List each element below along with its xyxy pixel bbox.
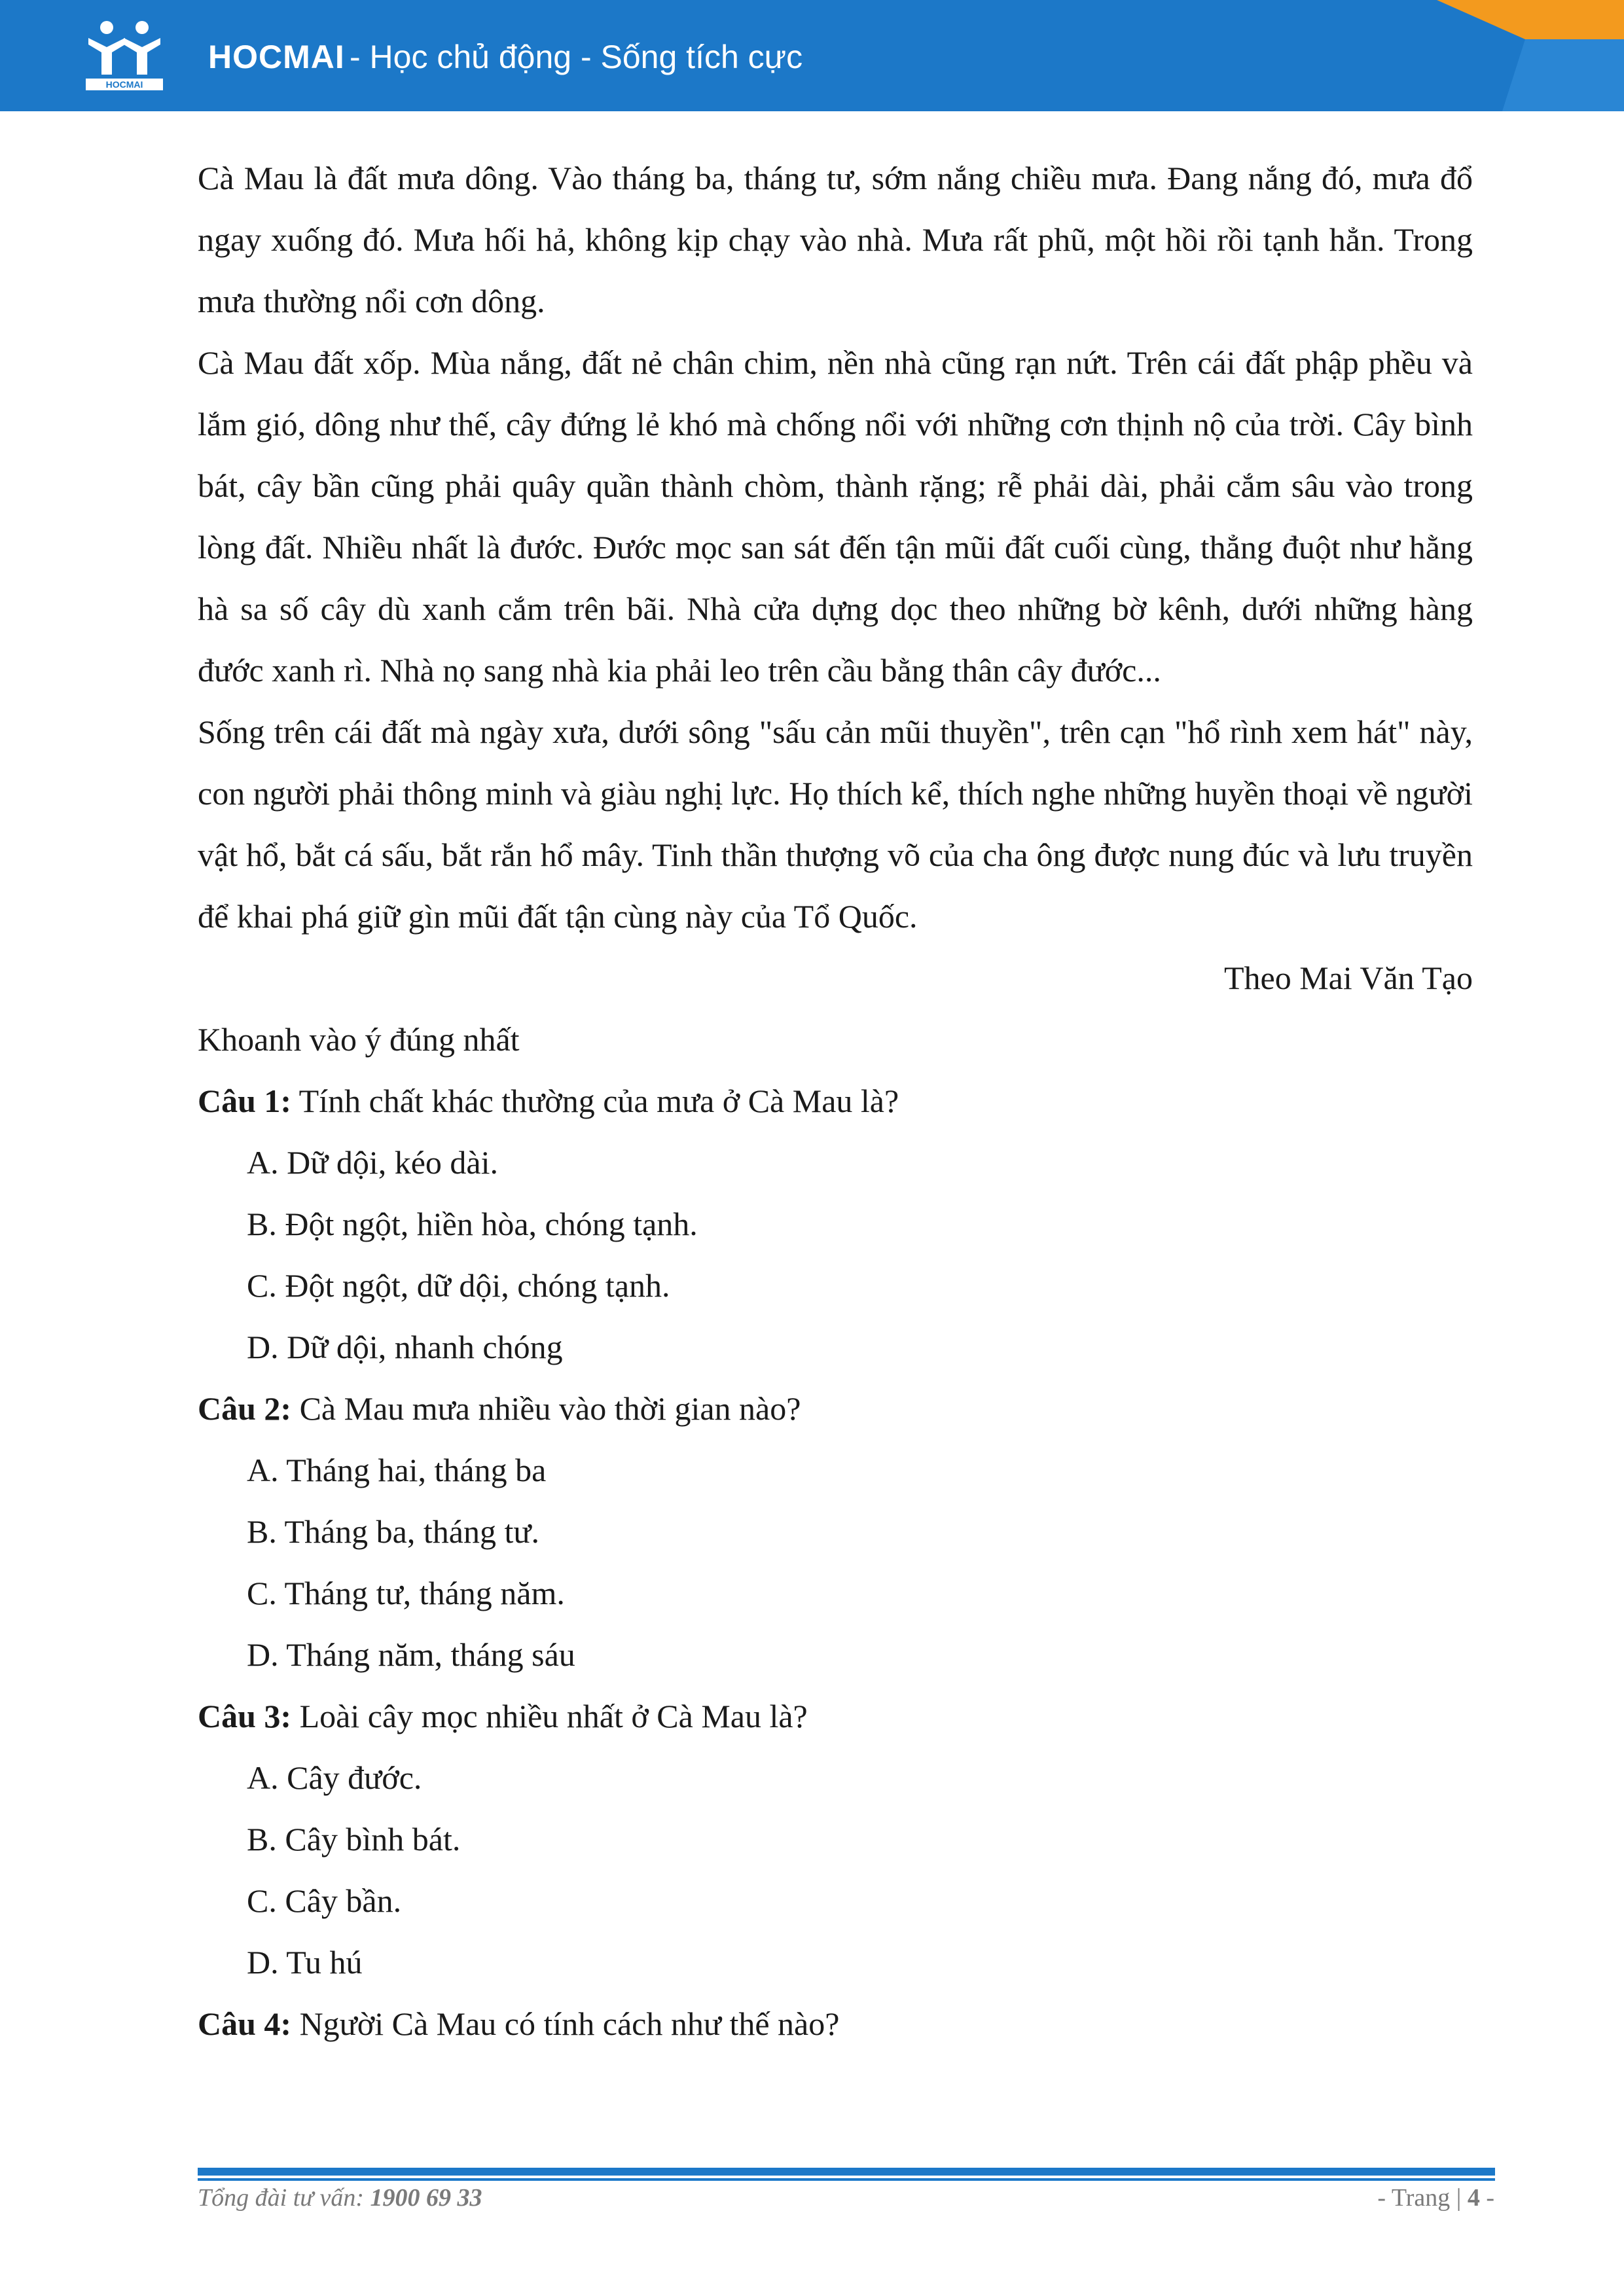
question-text: Tính chất khác thường của mưa ở Cà Mau là? xyxy=(291,1083,899,1119)
question-3-option-a[interactable]: A. Cây đước. xyxy=(247,1759,422,1796)
footer-hotline xyxy=(198,2183,482,2212)
hotline-number[interactable]: 1900 69 33 xyxy=(370,2184,482,2212)
brand-name: HOCMAI xyxy=(208,39,345,75)
brand-slogan: - Học chủ động - Sống tích cực xyxy=(350,39,803,75)
question-text: Cà Mau mưa nhiều vào thời gian nào? xyxy=(291,1390,801,1427)
passage-paragraph-2: Cà Mau đất xốp. Mùa nắng, đất nẻ chân chim, nền nhà cũng rạn nứt. Trên cái đất phập phều và lắm gió, dông như thế, cây đứng lẻ khó mà chống nổi với những cơn thịnh nộ của trời. Cây bình bát, cây bần cũng phải quây quần thành chòm, thành rặng; rễ phải dài, phải cắm sâu vào trong lòng đất. Nhiều nhất là đước. Đước mọc san sát đến tận mũi đất cuối cùng, thẳng đuột như hằng hà sa số cây dù xanh cắm trên bãi. Nhà cửa dựng dọc theo những bờ kênh, dưới những hàng đước xanh rì. Nhà nọ sang nhà kia phải leo trên cầu bằng thân cây đước... xyxy=(198,344,1473,689)
question-3 xyxy=(198,1685,1473,1747)
question-3-option-d[interactable]: D. Tu hú xyxy=(247,1944,363,1981)
question-1-option-d[interactable]: D. Dữ dội, nhanh chóng xyxy=(247,1329,563,1365)
passage-paragraph-3: Sống trên cái đất mà ngày xưa, dưới sông "sấu cản mũi thuyền", trên cạn "hổ rình xem hát" này, con người phải thông minh và giàu nghị lực. Họ thích kể, thích nghe những huyền thoại về người vật hổ, bắt cá sấu, bắt rắn hổ mây. Tinh thần thượng võ của cha ông được nung đúc và lưu truyền để khai phá giữ gìn mũi đất tận cùng này của Tổ Quốc. xyxy=(198,713,1473,935)
question-1-option-c[interactable]: C. Đột ngột, dữ dội, chóng tạnh. xyxy=(247,1267,670,1304)
question-2-option-b[interactable]: B. Tháng ba, tháng tư. xyxy=(247,1513,539,1550)
page-content xyxy=(198,147,1473,2054)
question-label: Câu 1: xyxy=(198,1083,292,1119)
question-label: Câu 4: xyxy=(198,2005,292,2042)
question-1 xyxy=(198,1070,1473,1132)
question-label: Câu 2: xyxy=(198,1390,292,1427)
question-2-option-d[interactable]: D. Tháng năm, tháng sáu xyxy=(247,1636,575,1673)
passage-paragraph-1: Cà Mau là đất mưa dông. Vào tháng ba, tháng tư, sớm nắng chiều mưa. Đang nắng đó, mưa đổ ngay xuống đó. Mưa hối hả, không kịp chạy vào nhà. Mưa rất phũ, một hồi rồi tạnh hẳn. Trong mưa thường nổi cơn dông. xyxy=(198,160,1473,319)
question-4 xyxy=(198,1993,1473,2054)
question-label: Câu 3: xyxy=(198,1698,292,1734)
footer-page-number xyxy=(1377,2183,1494,2212)
question-2-option-a[interactable]: A. Tháng hai, tháng ba xyxy=(247,1452,547,1488)
page-header xyxy=(0,0,1624,111)
question-3-option-b[interactable]: B. Cây bình bát. xyxy=(247,1821,461,1857)
hotline-label: Tổng đài tư vấn: xyxy=(198,2184,370,2212)
footer-rule xyxy=(198,2168,1495,2182)
logo-text: HOCMAI xyxy=(105,79,143,90)
page-number: 4 xyxy=(1467,2184,1480,2212)
question-1-option-b[interactable]: B. Đột ngột, hiền hòa, chóng tạnh. xyxy=(247,1206,698,1242)
question-2-option-c[interactable]: C. Tháng tư, tháng năm. xyxy=(247,1575,565,1611)
hocmai-logo-icon xyxy=(82,18,167,92)
question-1-option-a[interactable]: A. Dữ dội, kéo dài. xyxy=(247,1144,498,1181)
instruction: Khoanh vào ý đúng nhất xyxy=(198,1021,520,1058)
question-3-option-c[interactable]: C. Cây bần. xyxy=(247,1882,402,1919)
question-text: Người Cà Mau có tính cách như thế nào? xyxy=(291,2005,840,2042)
question-2 xyxy=(198,1378,1473,1439)
page-prefix: - Trang | xyxy=(1377,2184,1468,2212)
question-text: Loài cây mọc nhiều nhất ở Cà Mau là? xyxy=(291,1698,808,1734)
page-suffix: - xyxy=(1479,2184,1494,2212)
passage-author: Theo Mai Văn Tạo xyxy=(1223,960,1473,996)
